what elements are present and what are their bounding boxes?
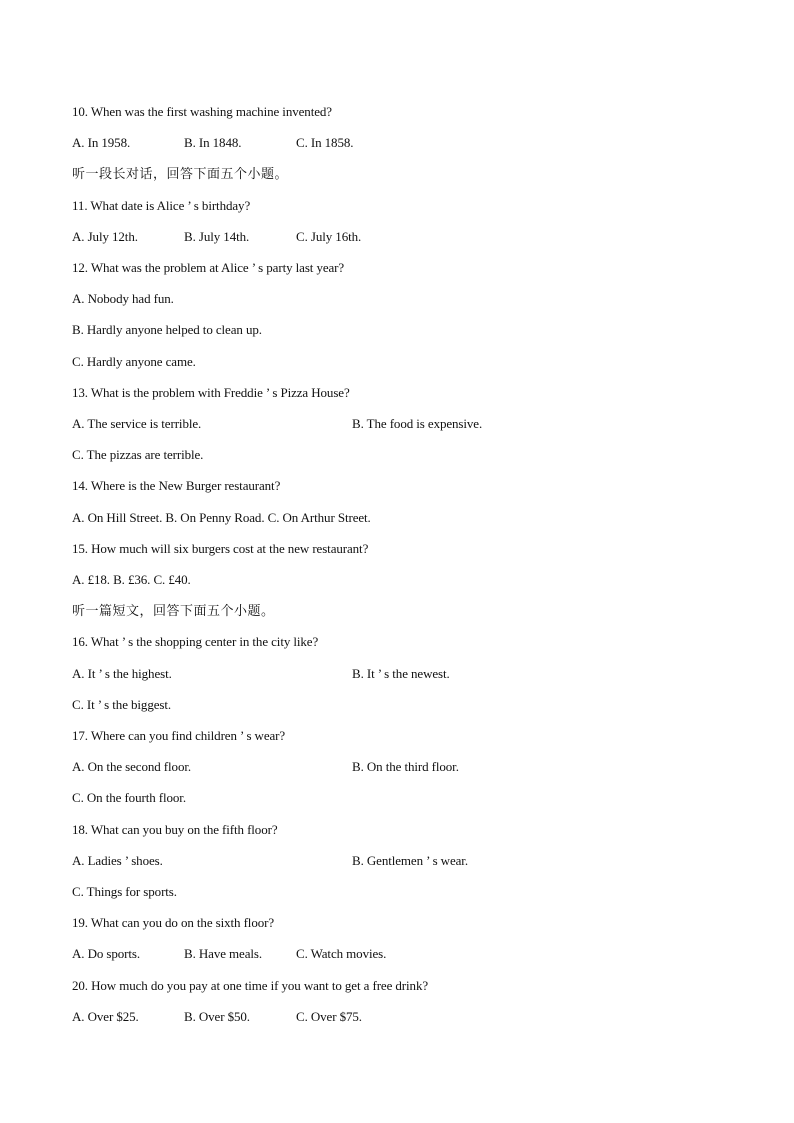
answer-option: B. The food is expensive. (352, 416, 483, 431)
answer-option: B. July 14th. (184, 228, 250, 244)
answer-option: C. July 16th. (296, 228, 362, 244)
question-line: C. Things for sports. (72, 884, 177, 899)
answer-option: B. Have meals. (184, 946, 263, 962)
answer-option: B. Over $50. (184, 1008, 250, 1024)
question-line: A. Nobody had fun. (72, 291, 174, 307)
answer-option: A. July 12th. (72, 228, 138, 244)
section-heading: 听一段长对话，回答下面五个小题。 (72, 166, 289, 182)
question-line: 11. What date is Alice ’ s birthday? (72, 197, 251, 213)
question-line: C. On the fourth floor. (72, 790, 186, 806)
answer-option: A. On the second floor. (72, 759, 192, 775)
question-line: 16. What ’ s the shopping center in the city like? (72, 634, 319, 650)
question-line: A. £18. B. £36. C. £40. (72, 572, 191, 587)
question-line: 17. Where can you find children ’ s wear? (72, 728, 286, 743)
question-line: A. On Hill Street. B. On Penny Road. C. On Arthur Street. (72, 509, 371, 525)
answer-option: C. Over $75. (296, 1008, 362, 1024)
answer-option: C. Watch movies. (296, 946, 387, 962)
question-line: 13. What is the problem with Freddie ’ s Pizza House? (72, 384, 350, 400)
answer-option: A. The service is terrible. (72, 416, 202, 431)
question-line: 19. What can you do on the sixth floor? (72, 915, 275, 931)
question-line: 20. How much do you pay at one time if you want to get a free drink? (72, 977, 429, 993)
question-line: 14. Where is the New Burger restaurant? (72, 478, 281, 494)
answer-option: B. Gentlemen ’ s wear. (352, 852, 468, 868)
question-line: C. Hardly anyone came. (72, 353, 196, 369)
answer-option: B. In 1848. (184, 135, 242, 151)
question-line: 15. How much will six burgers cost at the new restaurant? (72, 540, 369, 556)
answer-option: A. Over $25. (72, 1008, 139, 1024)
answer-option: B. On the third floor. (352, 759, 459, 775)
answer-option: A. It ’ s the highest. (72, 665, 172, 681)
question-line: B. Hardly anyone helped to clean up. (72, 322, 262, 338)
section-heading: 听一篇短文，回答下面五个小题。 (72, 603, 275, 619)
answer-option: A. Do sports. (72, 946, 141, 962)
answer-option: B. It ’ s the newest. (352, 665, 450, 681)
question-line: C. The pizzas are terrible. (72, 447, 204, 463)
question-line: 10. When was the first washing machine invented? (72, 104, 332, 119)
answer-option: C. In 1858. (296, 135, 354, 151)
answer-option: A. Ladies ’ shoes. (72, 852, 163, 868)
answer-option: A. In 1958. (72, 135, 131, 151)
question-line: C. It ’ s the biggest. (72, 696, 172, 712)
question-line: 18. What can you buy on the fifth floor? (72, 821, 278, 837)
question-line: 12. What was the problem at Alice ’ s party last year? (72, 260, 345, 275)
